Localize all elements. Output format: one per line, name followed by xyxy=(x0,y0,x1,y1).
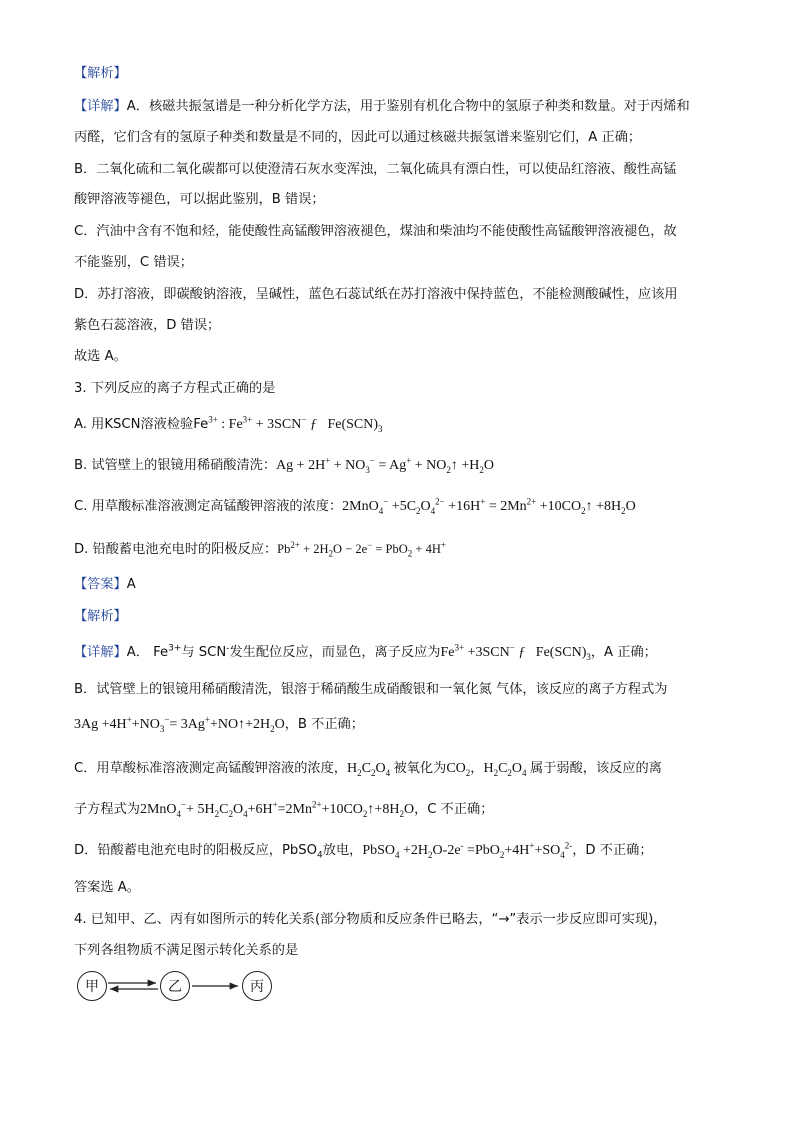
analysis-tag: 【解析】 xyxy=(74,609,127,624)
equation: $Fe^{3+} +3SCN^-$ ƒ $Fe(SCN)_3$ xyxy=(440,642,591,662)
q4-stem-line2: 下列各组物质不满足图示转化关系的是 xyxy=(74,943,299,958)
text: ，D 不正确； xyxy=(572,843,653,858)
text: A．核磁共振氢谱是一种分析化学方法，用于鉴别有机化合物中的氢原子种类和数量。对于丙烯和 xyxy=(126,99,690,114)
text: 被氧化为 xyxy=(393,761,447,776)
text: D．铅酸蓄电池充电时的阳极反应，PbSO xyxy=(74,843,318,858)
text: 放电， xyxy=(322,843,363,858)
text: 发生配位反应，而显色，离子反应为 xyxy=(229,645,441,660)
q2-d-line1: D．苏打溶液，即碳酸钠溶液，呈碱性，蓝色石蕊试纸在苏打溶液中保持蓝色，不能检测酸碱性，应该用 xyxy=(74,287,678,302)
equation: $2MnO_4^-+ 5H_2C_2O_4+6H^+=2Mn^{2+}+10CO_2↑+8H_2O$ xyxy=(139,799,415,819)
answer-value: A xyxy=(126,577,136,592)
text: 与 SCN xyxy=(181,645,227,660)
text: B. 试管壁上的银镜用稀硝酸清洗： xyxy=(74,458,277,473)
q3-conclusion: 答案选 A。 xyxy=(74,880,140,895)
q2-detail-a-line2: 丙醛，它们含有的氢原子种类和数量是不同的，因此可以通过核磁共振氢谱来鉴别它们，A 正确； xyxy=(74,130,642,145)
text: ，A 正确； xyxy=(590,645,657,660)
node-yi: 乙 xyxy=(160,971,190,1001)
q2-conclusion: 故选 A。 xyxy=(74,349,127,364)
q3-detail-b-line1: B．试管壁上的银镜用稀硝酸清洗，银溶于稀硝酸生成硝酸银和一氧化氮 气体，该反应的离子方程式为 xyxy=(74,682,668,697)
q3-detail-d: D．铅酸蓄电池充电时的阳极反应，PbSO$_4$放电，PbSO$_4$ $+2H_2O-2e^- =PbO_2+4H^++SO_4^{2-}$，D 不正确； xyxy=(74,840,653,861)
formula: $H_2C_2O_4$ xyxy=(346,761,391,778)
q3-option-a xyxy=(74,416,383,434)
analysis-tag: 【解析】 xyxy=(74,66,127,81)
q3-detail-a: 【详解】A． $Fe^{3+}$与 SCN-发生配位反应，而显色，离子反应为$Fe^{3+} +3SCN^-$ ƒ $Fe(SCN)_3$，A 正确； xyxy=(74,642,657,662)
equation: $3Ag +4H^++NO_3^-=$ $3Ag^++NO↑+2H_2O$ xyxy=(74,714,285,734)
text: A． Fe xyxy=(126,645,169,660)
q3-option-c xyxy=(74,498,636,516)
text: A. 用KSCN溶液检验Fe xyxy=(74,417,209,432)
text: 属于弱酸，该反应的离 xyxy=(530,761,662,776)
text: 子方程式为 xyxy=(74,802,140,817)
q2-c-line2: 不能鉴别，C 错误； xyxy=(74,255,193,270)
formula: $H_2C_2O_4$ xyxy=(483,761,527,778)
node-jia: 甲 xyxy=(77,971,107,1001)
q2-detail-a-line1 xyxy=(74,98,690,116)
q3-detail-c-line2 xyxy=(74,801,493,819)
equation: $2MnO_4^- +5C_2O_4^{2-} +16H^+ = 2Mn^{2+}$ $+10CO_2↑ +8H_2O$ xyxy=(342,496,636,516)
q2-d-line2: 紫色石蕊溶液，D 错误； xyxy=(74,318,221,333)
text: ，B 不正确； xyxy=(284,717,364,732)
formula: $CO_2$ xyxy=(446,761,471,778)
equation: $^{3+}$ : $Fe^{3+} + 3SCN^-$ ƒ $Fe(SCN)_3$ xyxy=(208,414,383,434)
detail-tag: 【详解】 xyxy=(74,99,127,114)
text: ，C 不正确； xyxy=(414,802,494,817)
q2-b-line2: 酸钾溶液等褪色，可以据此鉴别，B 错误； xyxy=(74,192,325,207)
q3-option-d xyxy=(74,540,446,559)
q4-stem-line1: 4. 已知甲、乙、丙有如图所示的转化关系(部分物质和反应条件已略去，“→”表示一步反应即可实现)， xyxy=(74,912,667,927)
answer-tag: 【答案】 xyxy=(74,577,127,592)
detail-tag: 【详解】 xyxy=(74,645,127,660)
q3-detail-b-line2 xyxy=(74,716,364,734)
q3-stem: 3. 下列反应的离子方程式正确的是 xyxy=(74,381,276,396)
text: C. 用草酸标准溶液测定高锰酸钾溶液的浓度： xyxy=(74,499,343,514)
text: ， xyxy=(470,761,484,776)
equation: $Ag + 2H^+ + NO_3^- = Ag^+$ + $NO_2↑ +H_2O$ xyxy=(276,455,495,475)
q3-option-b xyxy=(74,457,494,475)
node-bing: 丙 xyxy=(242,971,272,1001)
text: C．用草酸标准溶液测定高锰酸钾溶液的浓度， xyxy=(74,761,347,776)
equation: PbSO$_4$ $+2H_2O-2e^- =PbO_2+4H^++SO_4^{2-}$ xyxy=(362,840,573,860)
text: D. 铅酸蓄电池充电时的阳极反应： xyxy=(74,542,278,557)
q2-c-line1: C．汽油中含有不饱和烃，能使酸性高锰酸钾溶液褪色，煤油和柴油均不能使酸性高锰酸钾溶液褪色，故 xyxy=(74,224,677,239)
q3-answer xyxy=(74,576,136,594)
q3-detail-c-line1 xyxy=(74,760,662,778)
equation: $Pb^{2+} + 2H_2O - 2e^- = PbO_2 + 4H^+$ xyxy=(277,539,446,559)
conversion-diagram xyxy=(74,967,284,1007)
q2-b-line1: B．二氧化硫和二氧化碳都可以使澄清石灰水变浑浊，二氧化硫具有漂白性，可以使品红溶液、酸性高锰 xyxy=(74,162,677,177)
